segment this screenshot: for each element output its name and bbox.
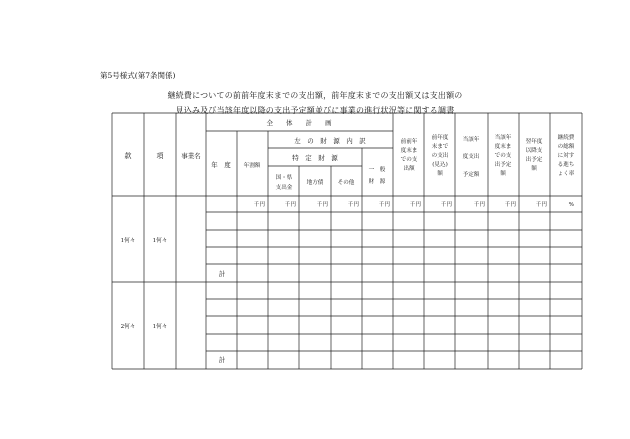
header-col-tougai-line: 度支出	[462, 154, 480, 160]
header-col-tougai-made-line: での支	[494, 153, 512, 159]
header-jigyoumei: 事業名	[181, 152, 201, 160]
header-col-yokunen-line: 以降支	[525, 148, 543, 154]
header-col-shinchoku	[558, 133, 575, 177]
header-col-zennen-line: の支出	[431, 153, 449, 159]
row-kan: 1何々	[120, 238, 136, 244]
unit-label: 千円	[504, 202, 516, 208]
header-kuni-ken-1: 国・県	[275, 175, 293, 181]
header-col-tougai-made-line: 当該年	[494, 135, 512, 141]
header-col-yokunen-line: 額	[531, 166, 537, 172]
unit-label: 千円	[535, 202, 547, 208]
header-col-zennen-line: (見込)	[432, 162, 448, 168]
unit-percent: %	[568, 202, 574, 208]
header-col-tougai-made-line: 出予定	[494, 162, 512, 168]
unit-label: 千円	[473, 202, 485, 208]
header-hidari-zaigen: 左 の 財 源 内 訳	[294, 137, 366, 145]
unit-label: 千円	[347, 202, 359, 208]
header-ippan-zaigen-1: 一 般	[368, 167, 386, 173]
header-col-tougai-line: 予定額	[462, 172, 480, 178]
header-col-tougai-line: 当該年	[462, 137, 480, 143]
header-col-shinchoku-line: の総額	[557, 144, 575, 150]
unit-label: 千円	[409, 202, 421, 208]
unit-label: 千円	[284, 202, 296, 208]
form-number: 第5号様式(第7条関係)	[100, 71, 176, 80]
row-kou: 1何々	[152, 324, 168, 330]
unit-label: 千円	[316, 202, 328, 208]
header-col-tougai-made-line: 額	[500, 171, 506, 177]
unit-label: 千円	[253, 202, 265, 208]
header-col-shinchoku-line: 継続費	[557, 135, 575, 141]
header-col-tougai	[463, 135, 480, 178]
unit-label: 千円	[378, 202, 390, 208]
header-col-tougai-made-line: 度末ま	[494, 144, 512, 150]
header-kuni-ken-2: 支出金	[275, 185, 293, 191]
row-total-label: 計	[218, 356, 226, 364]
header-nenwarigaku: 年割額	[243, 163, 261, 169]
header-col-zennen-line: 末まで	[431, 144, 449, 150]
header-tokutei-zaigen: 特 定 財 源	[292, 154, 338, 162]
row-total-label: 計	[218, 270, 226, 278]
header-col-yokunen-line: 翌年度	[525, 139, 543, 145]
header-col-shinchoku-line: る進ち	[557, 162, 575, 168]
header-col-zenzen-line: 前前年	[400, 139, 418, 145]
document-title-line1: 継続費についての前前年度末までの支出額，前年度末までの支出額又は支出額の	[167, 91, 463, 100]
table-row	[121, 322, 226, 364]
header-nendo: 年 度	[211, 161, 231, 169]
header-kou: 項	[156, 152, 164, 160]
header-col-zenzen-line: 出額	[403, 166, 415, 172]
header-col-zenzen-line: 度末ま	[400, 148, 418, 154]
header-col-yokunen	[526, 137, 543, 172]
unit-label: 千円	[440, 202, 452, 208]
unit-row	[254, 200, 574, 208]
row-kan: 2何々	[120, 324, 136, 330]
header-col-tougai-made	[495, 133, 512, 177]
header-zentai-keikaku: 全 体 計 画	[266, 119, 332, 127]
header-col-zenzen-line: での支	[400, 157, 418, 163]
row-kou: 1何々	[152, 238, 168, 244]
header-col-yokunen-line: 出予定	[525, 157, 543, 163]
header-ippan-zaigen-2: 財 源	[368, 179, 386, 185]
header-col-zennen	[432, 133, 449, 177]
header-sonota: その他	[337, 180, 355, 186]
header-col-zenzen	[401, 137, 418, 172]
header-chihousai: 地方債	[306, 180, 324, 186]
header-kan: 款	[124, 152, 132, 160]
table-row	[121, 236, 226, 278]
header-col-zennen-line: 額	[437, 171, 443, 177]
document-title-line2: 見込み及び当該年度以降の支出予定額並びに事業の進行状況等に関する調書	[175, 106, 455, 115]
header-col-shinchoku-line: に対す	[557, 153, 575, 159]
header-col-shinchoku-line: ょく率	[557, 171, 575, 177]
header-col-zennen-line: 前年度	[431, 135, 449, 141]
